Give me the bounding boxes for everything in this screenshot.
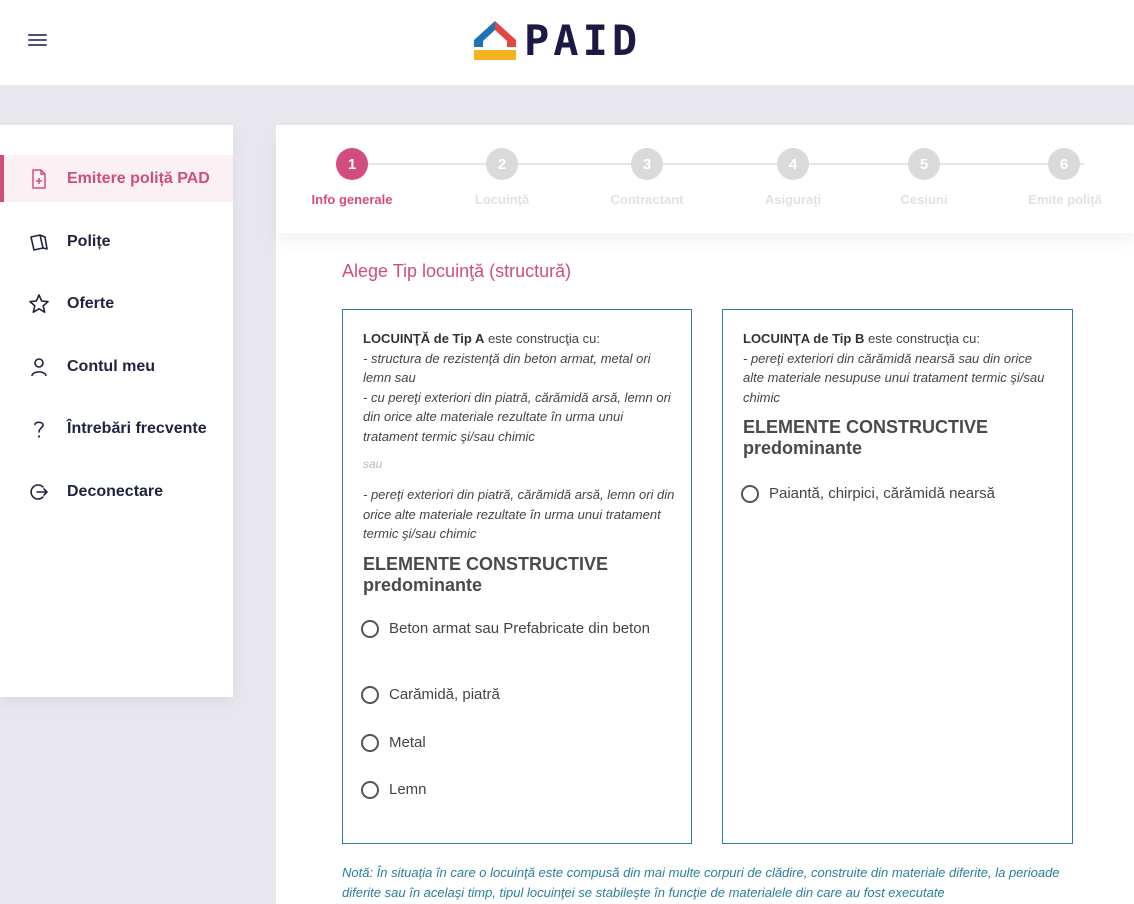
- type-b-heading: LOCUINŢA de Tip B: [743, 331, 865, 346]
- radio-button-icon[interactable]: [741, 485, 759, 503]
- or-separator: sau: [363, 457, 383, 471]
- sidebar-item-label: Oferte: [67, 294, 115, 312]
- main-panel: [276, 125, 1134, 904]
- type-a-description: [363, 329, 675, 446]
- radio-button-icon[interactable]: [361, 781, 379, 799]
- radio-paianta-chirpici[interactable]: [741, 483, 1041, 505]
- sidebar-item-emitere-polita[interactable]: [0, 155, 233, 202]
- radio-label: Lemn: [389, 781, 427, 798]
- step-1-circle[interactable]: 1: [336, 148, 368, 180]
- type-b-heading-rest: este construcţia cu:: [864, 331, 980, 346]
- sidebar-item-label: Polițe: [67, 232, 111, 250]
- type-a-desc-2: - cu pereţi exteriori din piatră, cărămidă arsă, lemn ori din orice alte materiale rezultate în urma unui tratament termic şi/sau chimic: [363, 389, 671, 444]
- stepper-track: [368, 163, 1084, 165]
- radio-button-icon[interactable]: [361, 734, 379, 752]
- radio-button-icon[interactable]: [361, 620, 379, 638]
- star-icon: [28, 293, 50, 315]
- type-b-card: [722, 309, 1073, 844]
- section-title: Alege Tip locuinţă (structură): [342, 261, 572, 281]
- step-3-label: Contractant: [610, 192, 684, 207]
- sidebar-item-label: Deconectare: [67, 482, 164, 500]
- sidebar-item-polite[interactable]: [0, 218, 233, 265]
- brand-name: PAID: [524, 16, 642, 65]
- stepper: [276, 125, 1134, 233]
- radio-caramida-piatra[interactable]: [361, 684, 661, 706]
- step-3-circle[interactable]: 3: [631, 148, 663, 180]
- sidebar-item-deconectare[interactable]: [0, 468, 233, 515]
- document-add-icon: [28, 168, 50, 190]
- radio-label: Paiantă, chirpici, cărămidă nearsă: [769, 485, 995, 502]
- radio-metal[interactable]: [361, 732, 661, 754]
- documents-icon: [28, 231, 50, 253]
- house-logo-icon: [472, 18, 518, 64]
- sidebar-item-intrebari-frecvente[interactable]: [0, 405, 233, 452]
- paid-logo[interactable]: [472, 18, 641, 64]
- type-a-card: [342, 309, 692, 844]
- sidebar-item-oferte[interactable]: [0, 280, 233, 327]
- user-icon: [28, 356, 50, 378]
- step-2-label: Locuință: [474, 192, 530, 207]
- top-bar: [0, 0, 1134, 85]
- type-b-desc-1: - pereţi exteriori din cărămidă nearsă sau din orice alte materiale nesupuse unui tratament termic şi/sau chimic: [743, 350, 1045, 405]
- type-a-elements-title: ELEMENTE CONSTRUCTIVE predominante: [363, 554, 609, 595]
- hamburger-menu-icon[interactable]: [28, 31, 48, 47]
- step-5-label: Cesiuni: [900, 192, 948, 207]
- type-a-desc-1: - structura de rezistenţă din beton armat, metal ori lemn sau: [363, 350, 651, 385]
- step-6-label: Emite poliță: [1028, 192, 1102, 207]
- radio-lemn[interactable]: [361, 779, 661, 801]
- step-6-circle[interactable]: 6: [1048, 148, 1080, 180]
- question-icon: [28, 418, 50, 440]
- radio-label: Beton armat sau Prefabricate din beton: [389, 620, 650, 637]
- step-4-label: Asigurați: [764, 192, 822, 207]
- sidebar: [0, 125, 233, 697]
- radio-beton-armat[interactable]: [361, 618, 661, 640]
- type-a-heading-rest: este construcţia cu:: [484, 331, 600, 346]
- type-b-elements-title: ELEMENTE CONSTRUCTIVE predominante: [743, 417, 989, 458]
- radio-button-icon[interactable]: [361, 686, 379, 704]
- radio-label: Carămidă, piatră: [389, 686, 500, 703]
- sidebar-item-label: Întrebări frecvente: [67, 419, 207, 437]
- step-5-circle[interactable]: 5: [908, 148, 940, 180]
- sidebar-item-label: Contul meu: [67, 357, 155, 375]
- sidebar-item-label: Emitere poliță PAD: [67, 169, 210, 187]
- radio-label: Metal: [389, 734, 426, 751]
- step-1-label: Info generale: [311, 192, 393, 207]
- sidebar-item-contul-meu[interactable]: [0, 343, 233, 390]
- step-2-circle[interactable]: 2: [486, 148, 518, 180]
- type-b-description: [743, 329, 1055, 407]
- logout-icon: [28, 481, 50, 503]
- type-a-heading: LOCUINŢĂ de Tip A: [363, 331, 485, 346]
- type-a-desc-3: - pereţi exteriori din piatră, cărămidă arsă, lemn ori din orice alte materiale rezultate în urma unui tratament termic şi/sau chimic: [363, 487, 675, 541]
- step-4-circle[interactable]: 4: [777, 148, 809, 180]
- note-text: Notă: În situaţia în care o locuinţă este compusă din mai multe corpuri de clădire, construite din materiale diferite, la perioade diferite sau în acelaşi timp, tipul locuinţei se stabileşte în funcţie de materialele din care au fost executate: [342, 865, 1060, 900]
